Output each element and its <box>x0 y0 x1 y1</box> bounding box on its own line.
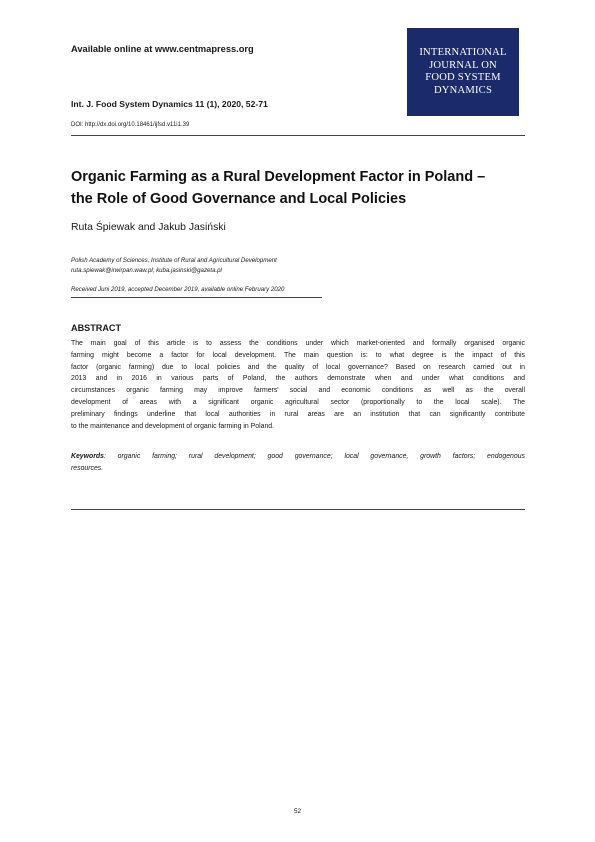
logo-line: JOURNAL ON <box>429 59 497 71</box>
abstract-body <box>71 338 525 432</box>
header-divider <box>71 135 525 136</box>
abstract-line: farming might become a factor for local development. The main question is: to what degree is the impact of this <box>71 351 525 359</box>
title-line: the Role of Good Governance and Local Policies <box>71 191 407 207</box>
journal-logo <box>407 28 519 116</box>
keywords-text: : organic farming; rural development; good governance; local governance, growth factors; endogenous <box>103 453 525 460</box>
abstract-line: 2013 and in 2016 in various parts of Poland, the authors demonstrate when and under what conditions and <box>71 375 525 383</box>
logo-line: DYNAMICS <box>433 84 493 96</box>
abstract-line: to the maintenance and development of organic farming in Poland. <box>71 422 275 430</box>
abstract-line: factor (organic farming) due to local policies and the quality of local governance? Based on research carried out in <box>71 363 525 371</box>
keywords-line <box>71 451 525 463</box>
page-number: 52 <box>293 808 301 815</box>
abstract-line: development of areas with a significant organic agricultural sector (proportionally to the local scale). The <box>71 398 525 406</box>
keywords-divider <box>71 509 525 510</box>
doi-link[interactable]: DOI: http://dx.doi.org/10.18461/ijfsd.v11i1.39 <box>71 122 190 128</box>
available-online: Available online at www.centmapress.org <box>71 44 254 54</box>
article-title <box>71 166 531 210</box>
authors: Ruta Śpiewak and Jakub Jasiński <box>71 222 226 233</box>
title-line: Organic Farming as a Rural Development Factor in Poland – <box>71 169 486 185</box>
keywords-line: resources. <box>71 464 104 472</box>
keywords-label: Keywords <box>71 453 104 460</box>
logo-line: FOOD SYSTEM <box>425 72 501 83</box>
affiliation-emails[interactable]: ruta.spiewak@irwirpan.waw.pl; kuba.jasinski@gazeta.pl <box>71 266 222 274</box>
keywords <box>71 451 525 475</box>
journal-reference: Int. J. Food System Dynamics 11 (1), 2020, 52-71 <box>71 99 268 109</box>
affiliation <box>71 256 277 275</box>
abstract-line: preliminary findings underline that local authorities in rural areas are an institution that can significantly contribute <box>71 410 525 418</box>
abstract-heading: ABSTRACT <box>71 323 122 333</box>
received-dates: Received Juni 2019, accepted December 2019, available online February 2020 <box>71 286 285 293</box>
logo-line: INTERNATIONAL <box>419 47 507 58</box>
affiliation-institute: Polish Academy of Sciences, Institute of Rural and Agricultural Development <box>71 257 277 264</box>
abstract-line: The main goal of this article is to assess the conditions under which market-oriented and formally organised organic <box>71 340 525 347</box>
abstract-line: circumstances organic farming may improve farmers' social and economic conditions as well as the overall <box>71 387 525 395</box>
dates-divider <box>71 297 322 298</box>
